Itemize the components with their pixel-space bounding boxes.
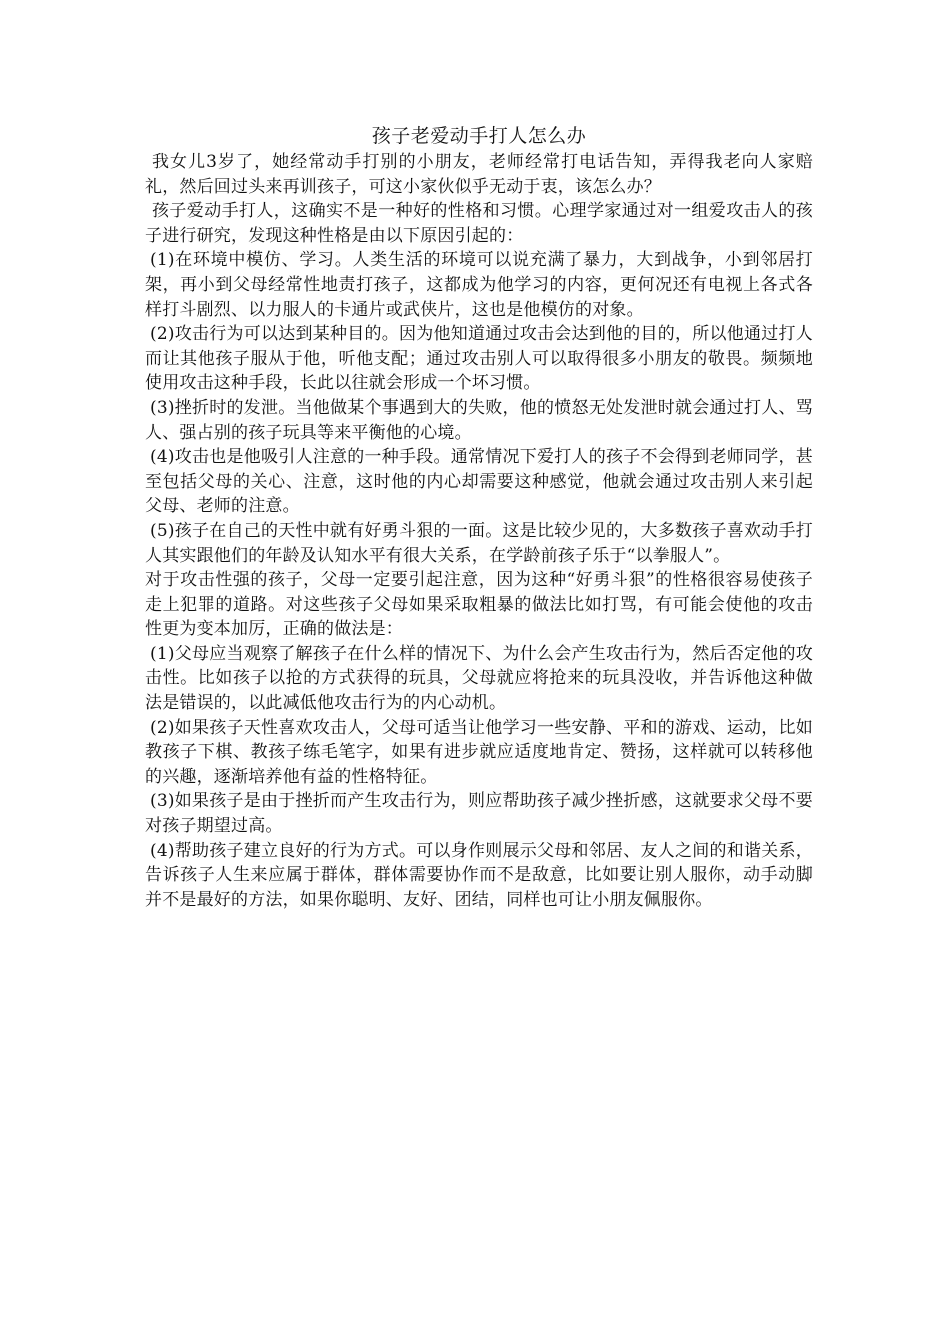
cause-paragraph-4: (4)攻击也是他吸引人注意的一种手段。通常情况下爱打人的孩子不会得到老师同学，甚至包括父母的关心、注意，这时他的内心却需要这种感觉，他就会通过攻击别人来引起父母、老师的注意。 [145,447,813,517]
document-page [145,122,813,912]
intro-paragraph: 孩子爱动手打人，这确实不是一种好的性格和习惯。心理学家通过对一组爱攻击人的孩子进行研究，发现这种性格是由以下原因引起的： [145,201,813,246]
advice-paragraph-3: (3)如果孩子是由于挫折而产生攻击行为，则应帮助孩子减少挫折感，这就要求父母不要对孩子期望过高。 [145,791,813,837]
cause-paragraph-3: (3)挫折时的发泄。当他做某个事遇到大的失败，他的愤怒无处发泄时就会通过打人、骂人、强占别的孩子玩具等来平衡他的心境。 [145,397,813,443]
cause-paragraph-2: (2)攻击行为可以达到某种目的。因为他知道通过攻击会达到他的目的，所以他通过打人而让其他孩子服从于他，听他支配；通过攻击别人可以取得很多小朋友的敬畏。频频地使用攻击这种手段，长此以往就会形成一个坏习惯。 [145,324,813,394]
advice-paragraph-4: (4)帮助孩子建立良好的行为方式。可以身作则展示父母和邻居、友人之间的和谐关系，告诉孩子人生来应属于群体，群体需要协作而不是敌意，比如要让别人服你，动手动脚并不是最好的方法，如果你聪明、友好、团结，同样也可让小朋友佩服你。 [145,840,813,910]
question-paragraph: 我女儿3岁了，她经常动手打别的小朋友，老师经常打电话告知，弄得我老向人家赔礼，然后回过头来再训孩子，可这小家伙似乎无动于衷，该怎么办？ [145,152,813,197]
advice-paragraph-1: (1)父母应当观察了解孩子在什么样的情况下、为什么会产生攻击行为，然后否定他的攻击性。比如孩子以抢的方式获得的玩具，父母就应将抢来的玩具没收，并告诉他这种做法是错误的，以此减低他攻击行为的内心动机。 [145,643,813,714]
cause-paragraph-1: (1)在环境中模仿、学习。人类生活的环境可以说充满了暴力，大到战争，小到邻居打架，再小到父母经常性地责打孩子，这都成为他学习的内容，更何况还有电视上各式各样打斗剧烈、以力服人的卡通片或武侠片，这也是他模仿的对象。 [145,250,813,320]
cause-paragraph-5: (5)孩子在自己的天性中就有好勇斗狠的一面。这是比较少见的，大多数孩子喜欢动手打人其实跟他们的年龄及认知水平有很大关系，在学龄前孩子乐于“以拳服人”。 [145,520,813,566]
document-title: 孩子老爱动手打人怎么办 [371,125,587,147]
advice-paragraph-2: (2)如果孩子天性喜欢攻击人，父母可适当让他学习一些安静、平和的游戏、运动，比如教孩子下棋、教孩子练毛笔字，如果有进步就应适度地肯定、赞扬，这样就可以转移他的兴趣，逐渐培养他有益的性格特征。 [145,717,813,787]
advice-intro-paragraph: 对于攻击性强的孩子，父母一定要引起注意，因为这种“好勇斗狠”的性格很容易使孩子走上犯罪的道路。对这些孩子父母如果采取粗暴的做法比如打骂，有可能会使他的攻击性更为变本加厉，正确的做法是： [145,570,813,640]
